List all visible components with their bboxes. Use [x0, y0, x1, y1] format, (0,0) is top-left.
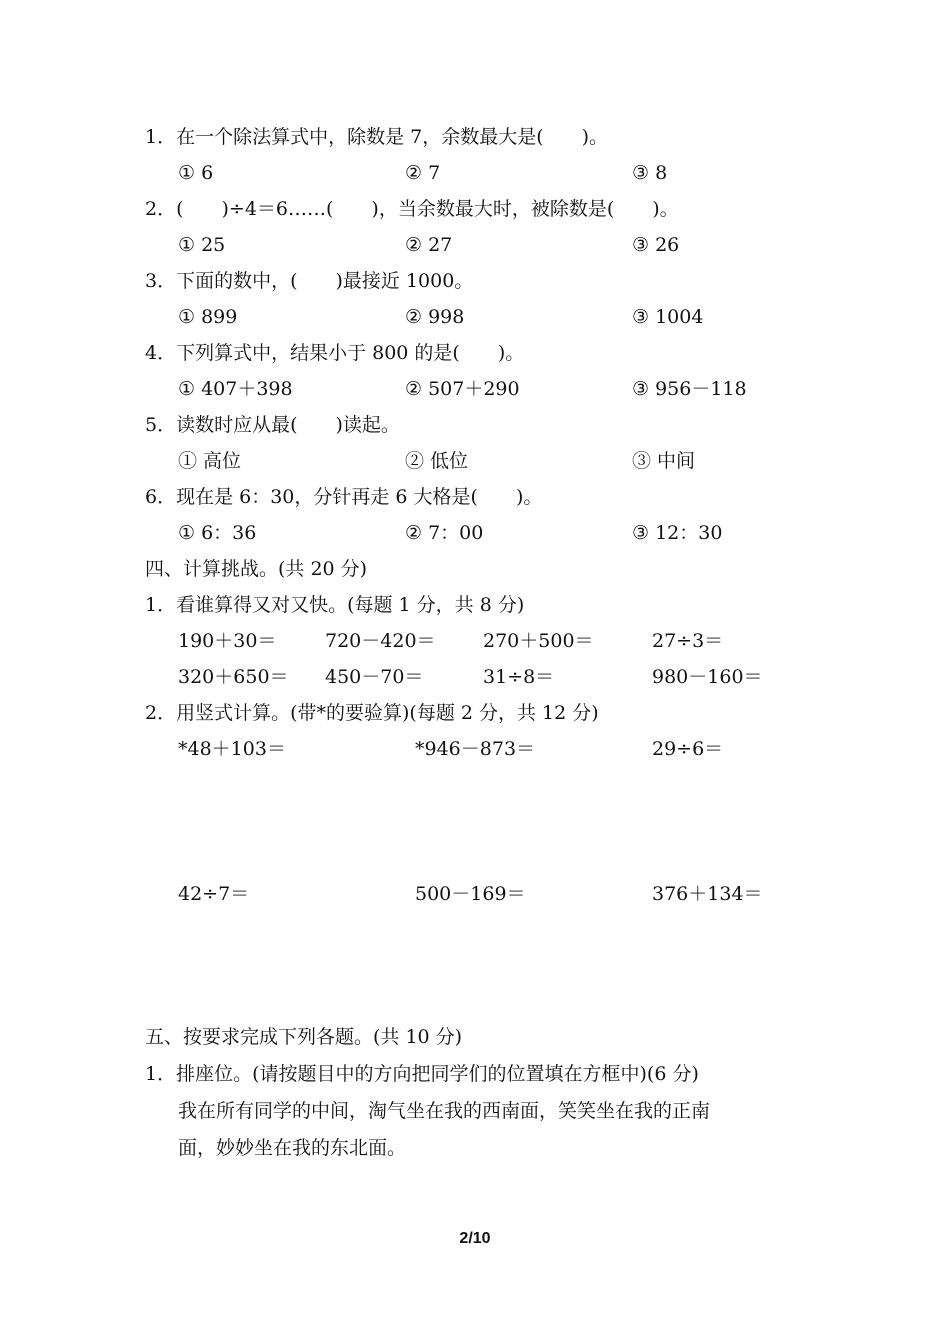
vertical-calc: 500－169＝	[415, 883, 526, 905]
option-2c: ③ 26	[632, 234, 680, 256]
vertical-calc: 42÷7＝	[178, 883, 250, 905]
page-number: 2/10	[459, 1230, 491, 1247]
question-4: 4．下列算式中，结果小于 800 的是( )。	[145, 342, 525, 364]
question-6: 6．现在是 6：30，分针再走 6 大格是( )。	[145, 486, 543, 508]
section-5-text-line-2: 面，妙妙坐在我的东北面。	[178, 1137, 407, 1159]
vertical-calc: *946－873＝	[415, 738, 536, 760]
option-1a: ① 6	[178, 162, 214, 184]
option-3b: ② 998	[405, 306, 465, 328]
vertical-calc: *48＋103＝	[178, 738, 286, 760]
option-2a: ① 25	[178, 234, 226, 256]
oral-calc: 720－420＝	[325, 630, 436, 652]
option-5b: ② 低位	[405, 450, 469, 472]
oral-calc: 190＋30＝	[178, 630, 277, 652]
option-4a: ① 407＋398	[178, 378, 293, 400]
oral-calc: 31÷8＝	[483, 666, 555, 688]
option-5a: ① 高位	[178, 450, 242, 472]
oral-calc: 320＋650＝	[178, 666, 289, 688]
oral-calc: 27÷3＝	[652, 630, 724, 652]
section-5-title: 五、按要求完成下列各题。(共 10 分)	[145, 1026, 463, 1048]
option-1c: ③ 8	[632, 162, 668, 184]
section-5-text-line-1: 我在所有同学的中间，淘气坐在我的西南面，笑笑坐在我的正南	[178, 1100, 711, 1122]
option-6c: ③ 12：30	[632, 522, 723, 544]
option-4c: ③ 956－118	[632, 378, 747, 400]
option-3a: ① 899	[178, 306, 238, 328]
option-6a: ① 6：36	[178, 522, 257, 544]
question-3: 3．下面的数中，( )最接近 1000。	[145, 270, 474, 292]
oral-calc: 980－160＝	[652, 666, 763, 688]
section-5-question-1: 1．排座位。(请按题目中的方向把同学们的位置填在方框中)(6 分)	[145, 1063, 699, 1085]
question-5: 5．读数时应从最( )读起。	[145, 414, 400, 436]
section-4-question-2: 2．用竖式计算。(带*的要验算)(每题 2 分，共 12 分)	[145, 702, 599, 724]
oral-calc: 450－70＝	[325, 666, 424, 688]
option-3c: ③ 1004	[632, 306, 704, 328]
section-4-title: 四、计算挑战。(共 20 分)	[145, 558, 368, 580]
vertical-calc: 376＋134＝	[652, 883, 763, 905]
oral-calc: 270＋500＝	[483, 630, 594, 652]
option-5c: ③ 中间	[632, 450, 696, 472]
option-6b: ② 7：00	[405, 522, 484, 544]
question-1: 1．在一个除法算式中，除数是 7，余数最大是( )。	[145, 126, 609, 148]
vertical-calc: 29÷6＝	[652, 738, 724, 760]
option-1b: ② 7	[405, 162, 441, 184]
option-4b: ② 507＋290	[405, 378, 520, 400]
question-2: 2．( )÷4＝6……( )，当余数最大时，被除数是( )。	[145, 198, 679, 220]
section-4-question-1: 1．看谁算得又对又快。(每题 1 分，共 8 分)	[145, 594, 525, 616]
option-2b: ② 27	[405, 234, 453, 256]
